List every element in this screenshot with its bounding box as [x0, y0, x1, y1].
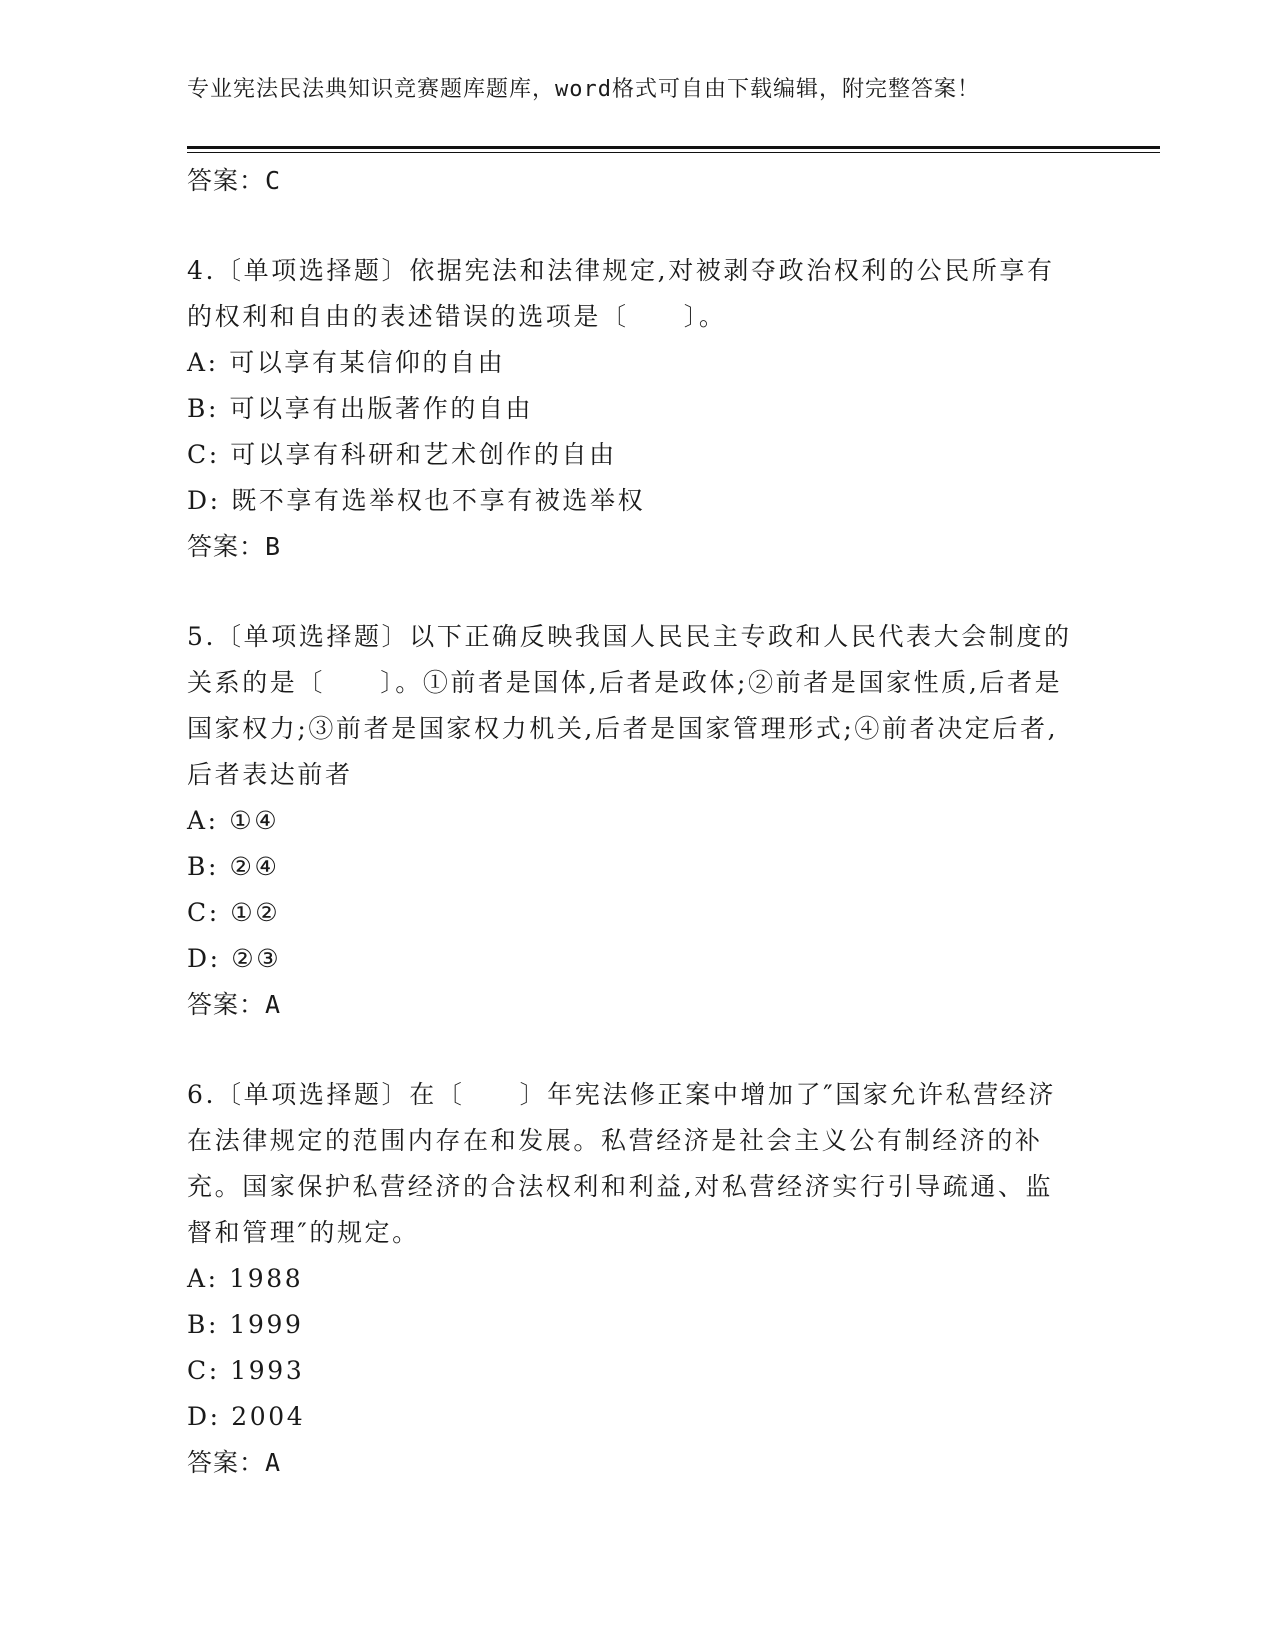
header-rule-thick — [187, 146, 1160, 149]
option-d: D: ②③ — [187, 944, 282, 973]
answer-label: 答案： — [187, 990, 266, 1019]
answer-line — [187, 1440, 1087, 1486]
answer-value: B — [265, 532, 282, 561]
option-a: A: 1988 — [187, 1264, 304, 1293]
option-a: A: ①④ — [187, 806, 280, 835]
answer-label: 答案： — [187, 532, 266, 561]
page-header: 专业宪法民法典知识竞赛题库题库，word格式可自由下载编辑，附完整答案！ — [187, 77, 980, 102]
option-b: B: 1999 — [187, 1310, 304, 1339]
option-c: C: 可以享有科研和艺术创作的自由 — [187, 440, 617, 469]
answer-label: 答案： — [187, 166, 266, 195]
answer-value: A — [265, 990, 282, 1019]
answer-value: C — [265, 166, 282, 195]
question-stem: 6.〔单项选择题〕在〔 〕年宪法修正案中增加了″国家允许私营经济在法律规定的范围内存在和发展。私营经济是社会主义公有制经济的补充。国家保护私营经济的合法权利和利益,对私营经济实行引导疏通、监督和管理″的规定。 — [187, 1080, 1056, 1247]
option-b: B: 可以享有出版著作的自由 — [187, 394, 534, 423]
answer-value: A — [265, 1448, 282, 1477]
question-stem: 4.〔单项选择题〕依据宪法和法律规定,对被剥夺政治权利的公民所享有的权利和自由的表述错误的选项是〔 〕。 — [187, 256, 1055, 331]
answer-label: 答案： — [187, 1448, 266, 1477]
answer-line — [187, 982, 1087, 1028]
spacer — [187, 570, 1087, 614]
option-c: C: ①② — [187, 898, 281, 927]
question-stem: 5.〔单项选择题〕以下正确反映我国人民民主专政和人民代表大会制度的关系的是〔 〕。①前者是国体,后者是政体;②前者是国家性质,后者是国家权力;③前者是国家权力机关,后者是国家管理形式;④前者决定后者,后者表达前者 — [187, 622, 1072, 789]
spacer — [187, 1028, 1087, 1072]
question-list — [187, 158, 1087, 1486]
spacer — [187, 204, 1087, 248]
option-d: D: 2004 — [187, 1402, 306, 1431]
option-d: D: 既不享有选举权也不享有被选举权 — [187, 486, 646, 515]
answer-line — [187, 158, 1087, 204]
header-rule-thin — [187, 152, 1160, 153]
option-a: A: 可以享有某信仰的自由 — [187, 348, 506, 377]
option-c: C: 1993 — [187, 1356, 305, 1385]
answer-line — [187, 524, 1087, 570]
option-b: B: ②④ — [187, 852, 280, 881]
